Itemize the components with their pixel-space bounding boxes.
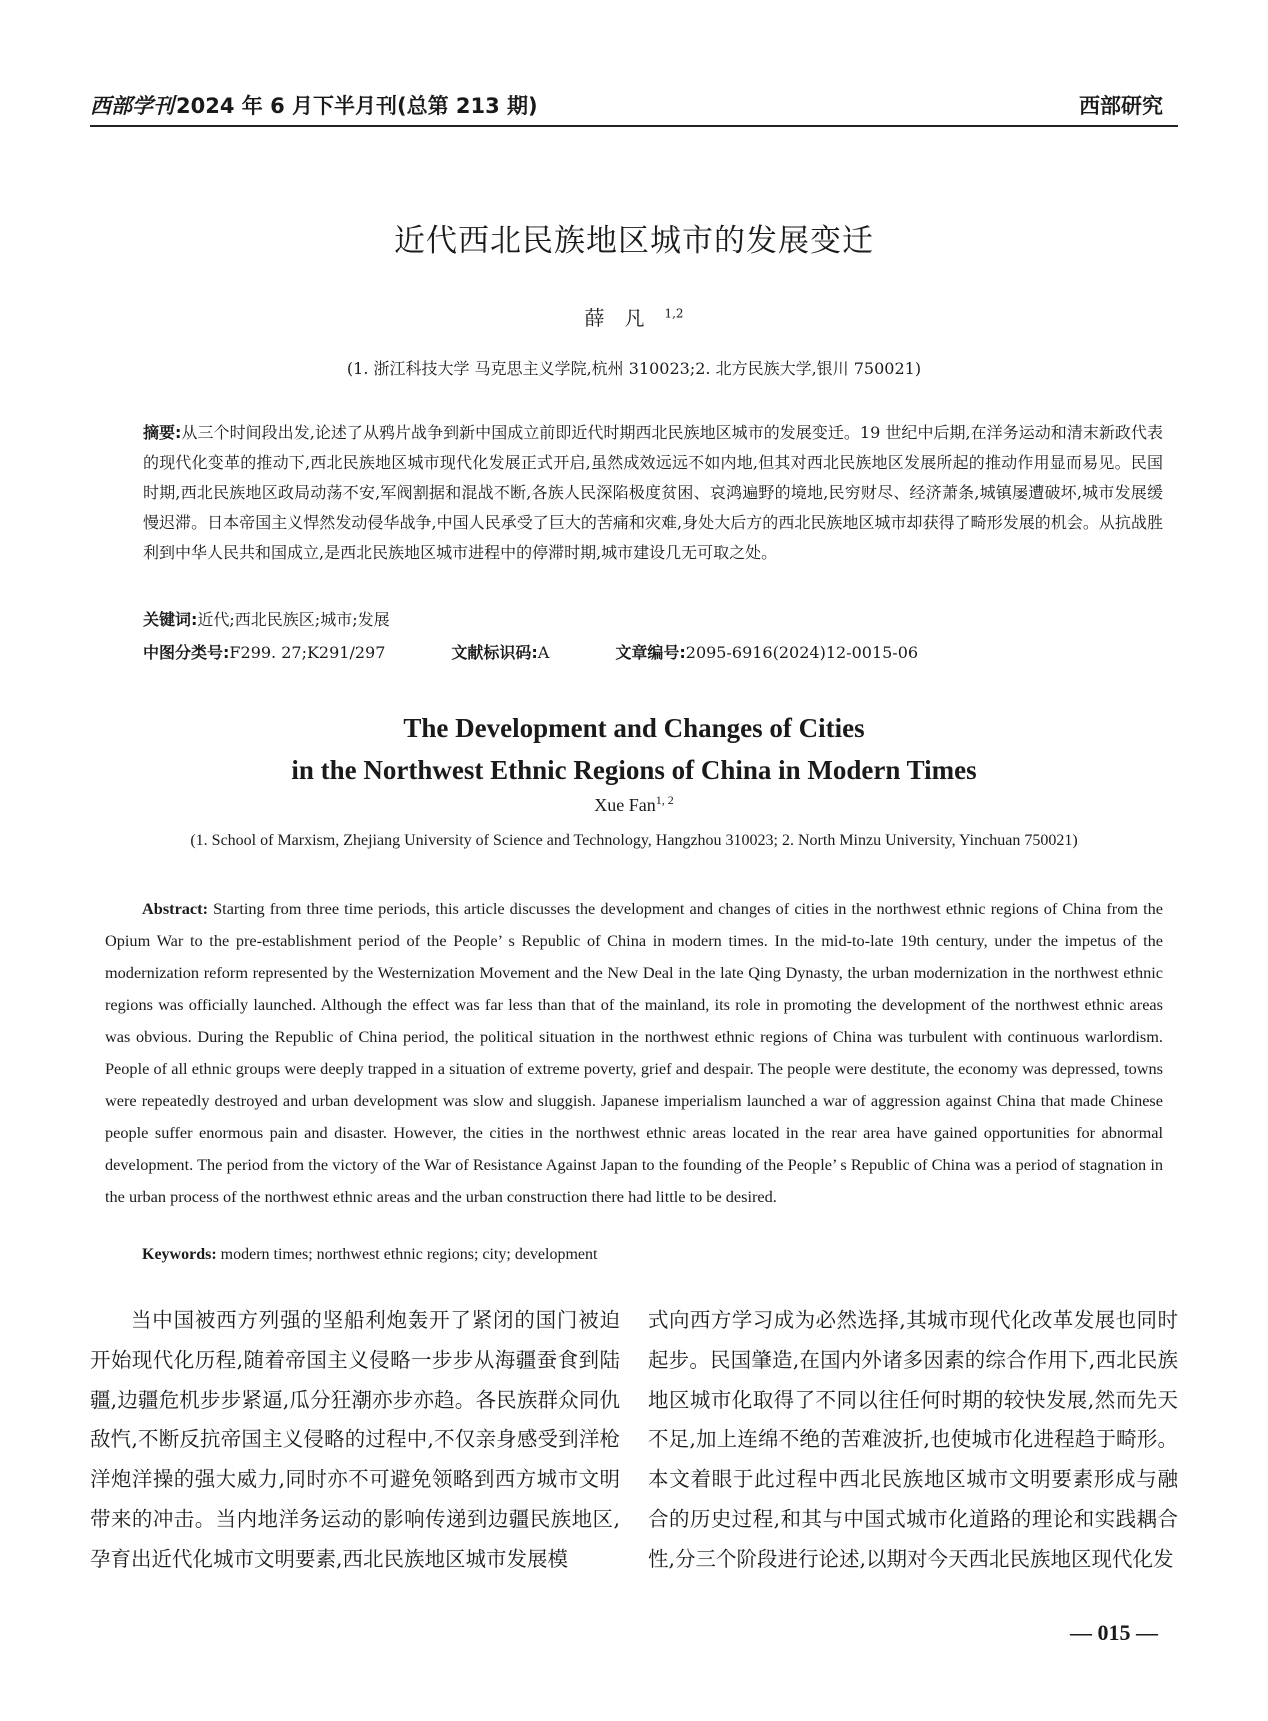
class-number-label: 中图分类号: (143, 643, 230, 662)
running-header (90, 90, 538, 120)
english-abstract-label: Abstract: (142, 899, 209, 918)
chinese-author-affil-marks: 1,2 (664, 306, 684, 321)
english-keywords-text: modern times; northwest ethnic regions; city; development (220, 1246, 598, 1263)
english-author-name: Xue Fan (594, 795, 656, 815)
english-abstract (105, 893, 1163, 1213)
chinese-abstract-text: 从三个时间段出发,论述了从鸦片战争到新中国成立前即近代时期西北民族地区城市的发展变迁。19 世纪中后期,在洋务运动和清末新政代表的现代化变革的推动下,西北民族地区城市现代化发展正式开启,虽然成效远远不如内地,但其对西北民族地区发展所起的推动作用显而易见。民国时期,西北民族地区政局动荡不安,军阀割据和混战不断,各族人民深陷极度贫困、哀鸿遍野的境地,民穷财尽、经济萧条,城镇屡遭破坏,城市发展缓慢迟滞。日本帝国主义悍然发动侵华战争,中国人民承受了巨大的苦痛和灾难,身处大后方的西北民族地区城市却获得了畸形发展的机会。从抗战胜利到中华人民共和国成立,是西北民族地区城市进程中的停滞时期,城市建设几无可取之处。 (143, 423, 1163, 562)
class-number: F299. 27;K291/297 (229, 643, 386, 662)
doc-code-label: 文献标识码: (451, 643, 538, 662)
header-divider (90, 125, 1178, 127)
chinese-keywords-label: 关键词: (143, 610, 198, 629)
english-keywords-label: Keywords: (142, 1246, 217, 1263)
section-name: 西部研究 (1079, 94, 1163, 118)
body-column-right: 式向西方学习成为必然选择,其城市现代化改革发展也同时起步。民国肇造,在国内外诸多因素的综合作用下,西北民族地区城市化取得了不同以往任何时期的较快发展,然而先天不足,加上连绵不绝的苦难波折,也使城市化进程趋于畸形。本文着眼于此过程中西北民族地区城市文明要素形成与融合的历史过程,和其与中国式城市化道路的理论和实践耦合性,分三个阶段进行论述,以期对今天西北民族地区现代化发 (648, 1308, 1178, 1571)
chinese-title: 近代西北民族地区城市的发展变迁 (394, 223, 874, 259)
chinese-abstract (143, 418, 1163, 568)
english-author (0, 793, 1268, 816)
classification-line (143, 640, 918, 663)
english-keywords (142, 1246, 597, 1264)
english-abstract-text: Starting from three time periods, this article discusses the development and changes of cities in the northwest ethnic regions of China from the Opium War to the pre-establishment period of the People’ s Republic of China in modern times. In the mid-to-late 19th century, under the impetus of the modernization reform represented by the Westernization Movement and the New Deal in the late Qing Dynasty, the urban modernization in the northwest ethnic regions was officially launched. Although the effect was far less than that of the mainland, its role in promoting the development of the northwest ethnic areas was obvious. During the Republic of China period, the political situation in the northwest ethnic regions of China was turbulent with continuous warlordism. People of all ethnic groups were deeply trapped in a situation of extreme poverty, grief and despair. The people were destitute, the economy was depressed, towns were repeatedly destroyed and urban development was slow and sluggish. Japanese imperialism launched a war of aggression against China that made Chinese people suffer enormous pain and disaster. However, the cities in the northwest ethnic areas located in the rear area have gained opportunities for abnormal development. The period from the victory of the War of Resistance Against Japan to the founding of the People’ s Republic of China was a period of stagnation in the urban process of the northwest ethnic areas and the urban construction there had little to be desired. (105, 899, 1164, 1206)
article-number: 2095-6916(2024)12-0015-06 (685, 643, 919, 662)
chinese-affiliation: (1. 浙江科技大学 马克思主义学院,杭州 310023;2. 北方民族大学,银川 750021) (346, 359, 922, 378)
doc-code: A (537, 643, 550, 662)
article-number-label: 文章编号: (615, 643, 686, 662)
chinese-keywords (143, 607, 390, 630)
journal-logo: 西部学刊 (90, 93, 174, 118)
english-affiliation: (1. School of Marxism, Zhejiang University of Science and Technology, Hangzhou 310023; 2. North Minzu University, Yinchuan 750021) (190, 832, 1078, 849)
chinese-abstract-label: 摘要: (143, 423, 182, 442)
english-title-line-1: The Development and Changes of Cities (403, 713, 865, 743)
chinese-author-name: 薛凡 (584, 306, 665, 330)
english-title-line-2: in the Northwest Ethnic Regions of China in Modern Times (291, 755, 977, 785)
page-number: — 015 — (1070, 1620, 1158, 1645)
english-title (0, 707, 1268, 791)
english-author-affil-marks: 1, 2 (655, 793, 674, 807)
chinese-author (0, 302, 1268, 331)
chinese-keywords-text: 近代;西北民族区;城市;发展 (197, 610, 390, 629)
issue-info: 2024 年 6 月下半月刊(总第 213 期) (176, 94, 538, 118)
body-column-left: 当中国被西方列强的坚船利炮轰开了紧闭的国门被迫开始现代化历程,随着帝国主义侵略一步步从海疆蚕食到陆疆,边疆危机步步紧逼,瓜分狂潮亦步亦趋。各民族群众同仇敌忾,不断反抗帝国主义侵略的过程中,不仅亲身感受到洋枪洋炮洋操的强大威力,同时亦不可避免领略到西方城市文明带来的冲击。当内地洋务运动的影响传递到边疆民族地区,孕育出近代化城市文明要素,西北民族地区城市发展模 (90, 1308, 620, 1571)
